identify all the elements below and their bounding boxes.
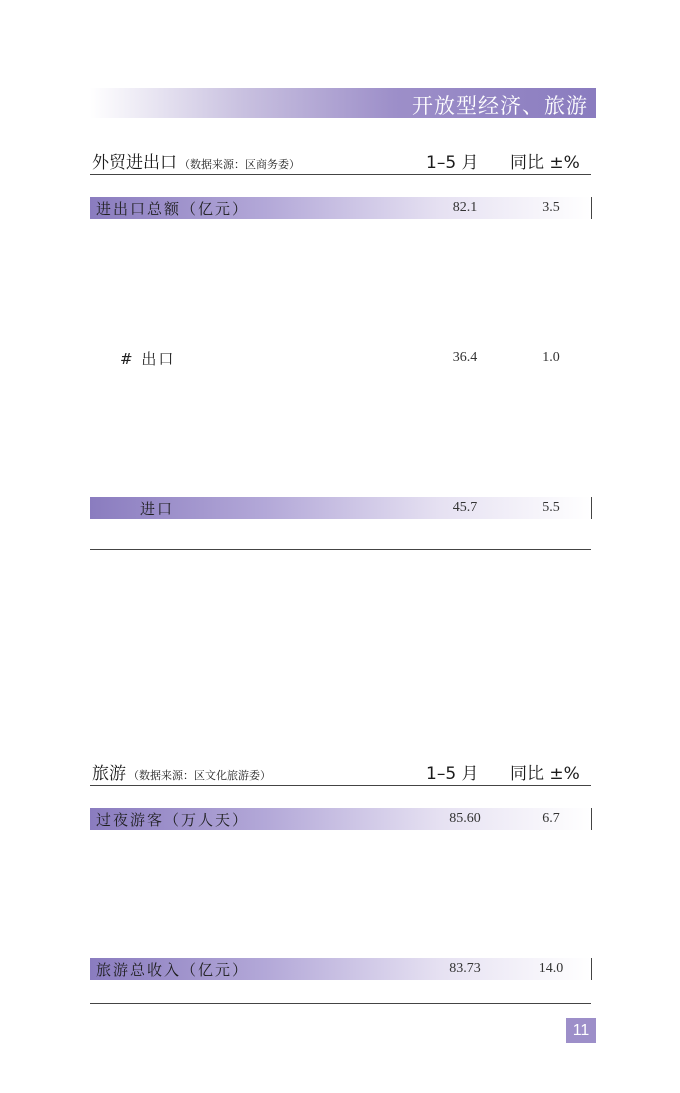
tourism-col-period: 1–5 月: [426, 764, 479, 784]
tourism-table-header: [90, 759, 591, 786]
tourism-title: [92, 759, 271, 784]
row-value: 85.60: [449, 811, 481, 826]
row-yoy: 6.7: [542, 811, 560, 826]
tourism-source: （数据来源：区文化旅游委）: [128, 769, 271, 782]
table-row: [90, 808, 592, 830]
section-title-bar: [90, 88, 596, 118]
tourism-col-yoy: 同比 ±%: [510, 764, 580, 784]
trade-table-header: [90, 148, 591, 175]
row-label: 过夜游客（万人天）: [96, 811, 250, 829]
row-value: 82.1: [452, 200, 478, 215]
tourism-title-text: 旅游: [92, 764, 126, 784]
trade-bottom-rule: [90, 549, 591, 550]
trade-col-period: 1–5 月: [426, 153, 479, 173]
table-row: [90, 497, 592, 519]
table-row: [90, 197, 592, 219]
row-label: # 出口: [120, 350, 176, 368]
row-label: 旅游总收入（亿元）: [96, 961, 250, 979]
table-row: [90, 347, 591, 369]
section-title: 开放型经济、旅游: [412, 94, 588, 118]
row-yoy: 1.0: [542, 350, 560, 365]
trade-title-text: 外贸进出口: [92, 153, 177, 173]
table-row: [90, 958, 592, 980]
trade-title: [92, 148, 300, 173]
row-yoy: 3.5: [542, 200, 560, 215]
trade-source: （数据来源：区商务委）: [179, 158, 300, 171]
row-yoy: 14.0: [538, 961, 564, 976]
tourism-bottom-rule: [90, 1003, 591, 1004]
row-value: 36.4: [452, 350, 478, 365]
row-value: 45.7: [452, 500, 478, 515]
row-value: 83.73: [449, 961, 481, 976]
page-number: 11: [566, 1018, 596, 1043]
trade-col-yoy: 同比 ±%: [510, 153, 580, 173]
row-label: 进口: [140, 500, 175, 518]
row-yoy: 5.5: [542, 500, 560, 515]
row-label: 进出口总额（亿元）: [96, 200, 250, 218]
